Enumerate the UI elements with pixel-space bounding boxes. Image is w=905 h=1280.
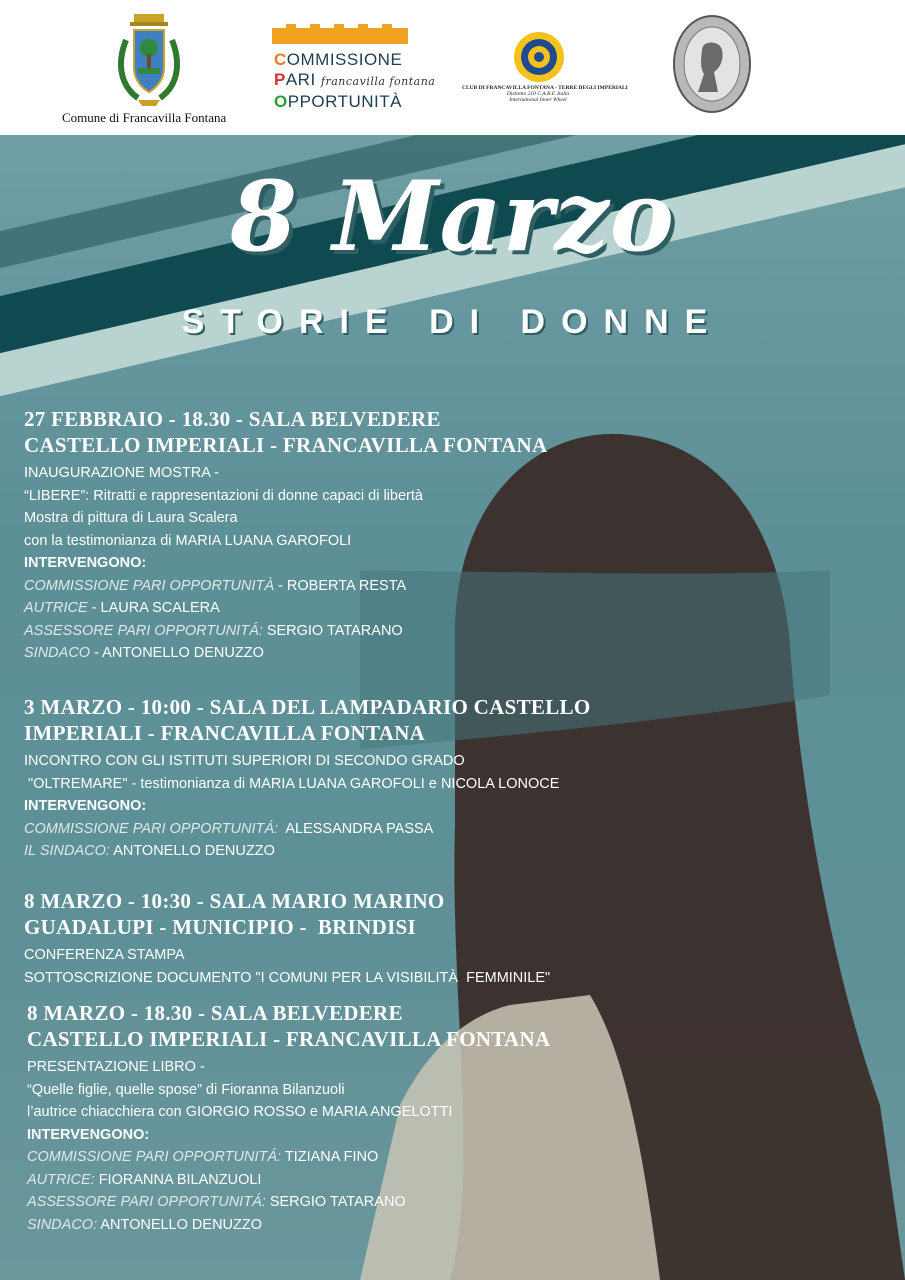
speaker-role: ASSESSORE PARI OPPORTUNITÁ: xyxy=(27,1194,266,1210)
speaker-row xyxy=(27,1169,667,1192)
speaker-row xyxy=(24,818,664,841)
poster-title: 8 Marzo xyxy=(230,160,675,273)
speaker-name: ANTONELLO DENUZZO xyxy=(113,843,275,859)
speaker-role: AUTRICE: xyxy=(27,1171,95,1188)
event-line: INAUGURAZIONE MOSTRA - xyxy=(24,465,219,481)
intervengono-label: INTERVENGONO: xyxy=(24,798,147,814)
medallion-icon xyxy=(672,14,752,116)
club-line-1: CLUB DI FRANCAVILLA FONTANA - TERRE DEGLI IMPERIALI xyxy=(462,85,628,91)
commissione-initial: C xyxy=(274,50,287,69)
club-line-2: Distretto 210 C.A.R.F. Italia xyxy=(506,91,570,97)
speaker-role: COMMISSIONE PARI OPPORTUNITÁ: xyxy=(27,1149,282,1165)
pari-initial: P xyxy=(274,70,286,89)
club-caption xyxy=(462,85,628,103)
speaker-row xyxy=(24,597,664,620)
event-line: con la testimonianza di MARIA LUANA GAROFOLI xyxy=(24,532,352,549)
opportunita-word: PPORTUNITÀ xyxy=(287,92,402,111)
logo-header xyxy=(0,0,905,135)
event-heading: 27 FEBBRAIO - 18.30 - SALA BELVEDERE xyxy=(24,407,441,431)
event-line: “Quelle figlie, quelle spose” di Fioranna Bilanzuoli xyxy=(27,1081,345,1098)
speaker-name: TIZIANA FINO xyxy=(284,1149,379,1165)
event-line: “LIBERE”: Ritratti e rappresentazioni di donne capaci di libertà xyxy=(24,487,423,504)
speaker-row xyxy=(27,1146,667,1169)
event-heading: 3 MARZO - 10:00 - SALA DEL LAMPADARIO CASTELLO xyxy=(24,695,591,719)
commissione-word: OMMISSIONE xyxy=(286,50,403,69)
speaker-name: LAURA SCALERA xyxy=(100,600,220,616)
event-heading: GUADALUPI - MUNICIPIO - BRINDISI xyxy=(24,915,417,939)
event-line: Mostra di pittura di Laura Scalera xyxy=(24,510,238,526)
speaker-role: ASSESSORE PARI OPPORTUNITÁ: xyxy=(24,622,263,639)
event-heading: 8 MARZO - 18.30 - SALA BELVEDERE xyxy=(27,1001,403,1025)
speaker-role: AUTRICE xyxy=(24,600,88,616)
speaker-row xyxy=(27,1214,667,1237)
speaker-name: ALESSANDRA PASSA xyxy=(285,820,434,837)
inner-wheel-icon xyxy=(512,30,566,84)
event-line: INCONTRO CON GLI ISTITUTI SUPERIORI DI SECONDO GRADO xyxy=(24,753,465,769)
event-line: "OLTREMARE" - testimonianza di MARIA LUANA GAROFOLI e NICOLA LONOCE xyxy=(24,775,560,792)
commissione-logo xyxy=(274,50,435,112)
speaker-name: ROBERTA RESTA xyxy=(286,577,407,594)
intervengono-label: INTERVENGONO: xyxy=(24,555,147,571)
event-heading: CASTELLO IMPERIALI - FRANCAVILLA FONTANA xyxy=(27,1027,551,1051)
event-heading: CASTELLO IMPERIALI - FRANCAVILLA FONTANA xyxy=(24,433,548,457)
speaker-row xyxy=(24,840,664,863)
speaker-role: COMMISSIONE PARI OPPORTUNITÁ: xyxy=(24,820,279,837)
speaker-role: IL SINDACO: xyxy=(24,843,110,859)
speaker-sep: - xyxy=(90,645,103,661)
event-heading: IMPERIALI - FRANCAVILLA FONTANA xyxy=(24,721,426,745)
speaker-sep: - xyxy=(274,577,287,594)
event-2 xyxy=(24,694,664,863)
event-3 xyxy=(24,888,664,989)
pari-word: ARI xyxy=(285,70,316,89)
speaker-role: COMMISSIONE PARI OPPORTUNITÀ xyxy=(24,577,275,594)
battlement-icon xyxy=(272,24,418,44)
speaker-row xyxy=(27,1191,667,1214)
opportunita-initial: O xyxy=(274,92,288,111)
event-line: l’autrice chiacchiera con GIORGIO ROSSO e MARIA ANGELOTTI xyxy=(27,1104,453,1120)
speaker-row xyxy=(24,620,664,643)
speaker-row xyxy=(24,575,664,598)
event-line: PRESENTAZIONE LIBRO - xyxy=(27,1059,205,1075)
speaker-role: SINDACO xyxy=(24,645,91,661)
speaker-name: SERGIO TATARANO xyxy=(266,622,403,639)
speaker-name: ANTONELLO DENUZZO xyxy=(100,1216,263,1233)
intervengono-label: INTERVENGONO: xyxy=(27,1126,150,1143)
event-4 xyxy=(27,1000,667,1236)
speaker-name: ANTONELLO DENUZZO xyxy=(102,645,264,661)
coat-of-arms-icon xyxy=(108,10,190,110)
event-line: SOTTOSCRIZIONE DOCUMENTO "I COMUNI PER LA VISIBILITÀ FEMMINILE" xyxy=(24,969,551,986)
event-line: CONFERENZA STAMPA xyxy=(24,947,185,963)
commissione-script: francavilla fontana xyxy=(320,75,436,88)
poster-subtitle: STORIE DI DONNE xyxy=(181,303,724,341)
comune-label: Comune di Francavilla Fontana xyxy=(62,110,227,125)
event-heading: 8 MARZO - 10:30 - SALA MARIO MARINO xyxy=(24,889,445,913)
speaker-sep: - xyxy=(87,600,101,616)
event-1 xyxy=(24,406,664,665)
club-line-3: International Inner Wheel xyxy=(509,97,567,103)
speaker-role: SINDACO: xyxy=(27,1216,98,1233)
speaker-name: SERGIO TATARANO xyxy=(269,1194,406,1210)
medallion-text xyxy=(672,120,752,121)
speaker-name: FIORANNA BILANZUOLI xyxy=(98,1171,262,1188)
speaker-row xyxy=(24,642,664,665)
